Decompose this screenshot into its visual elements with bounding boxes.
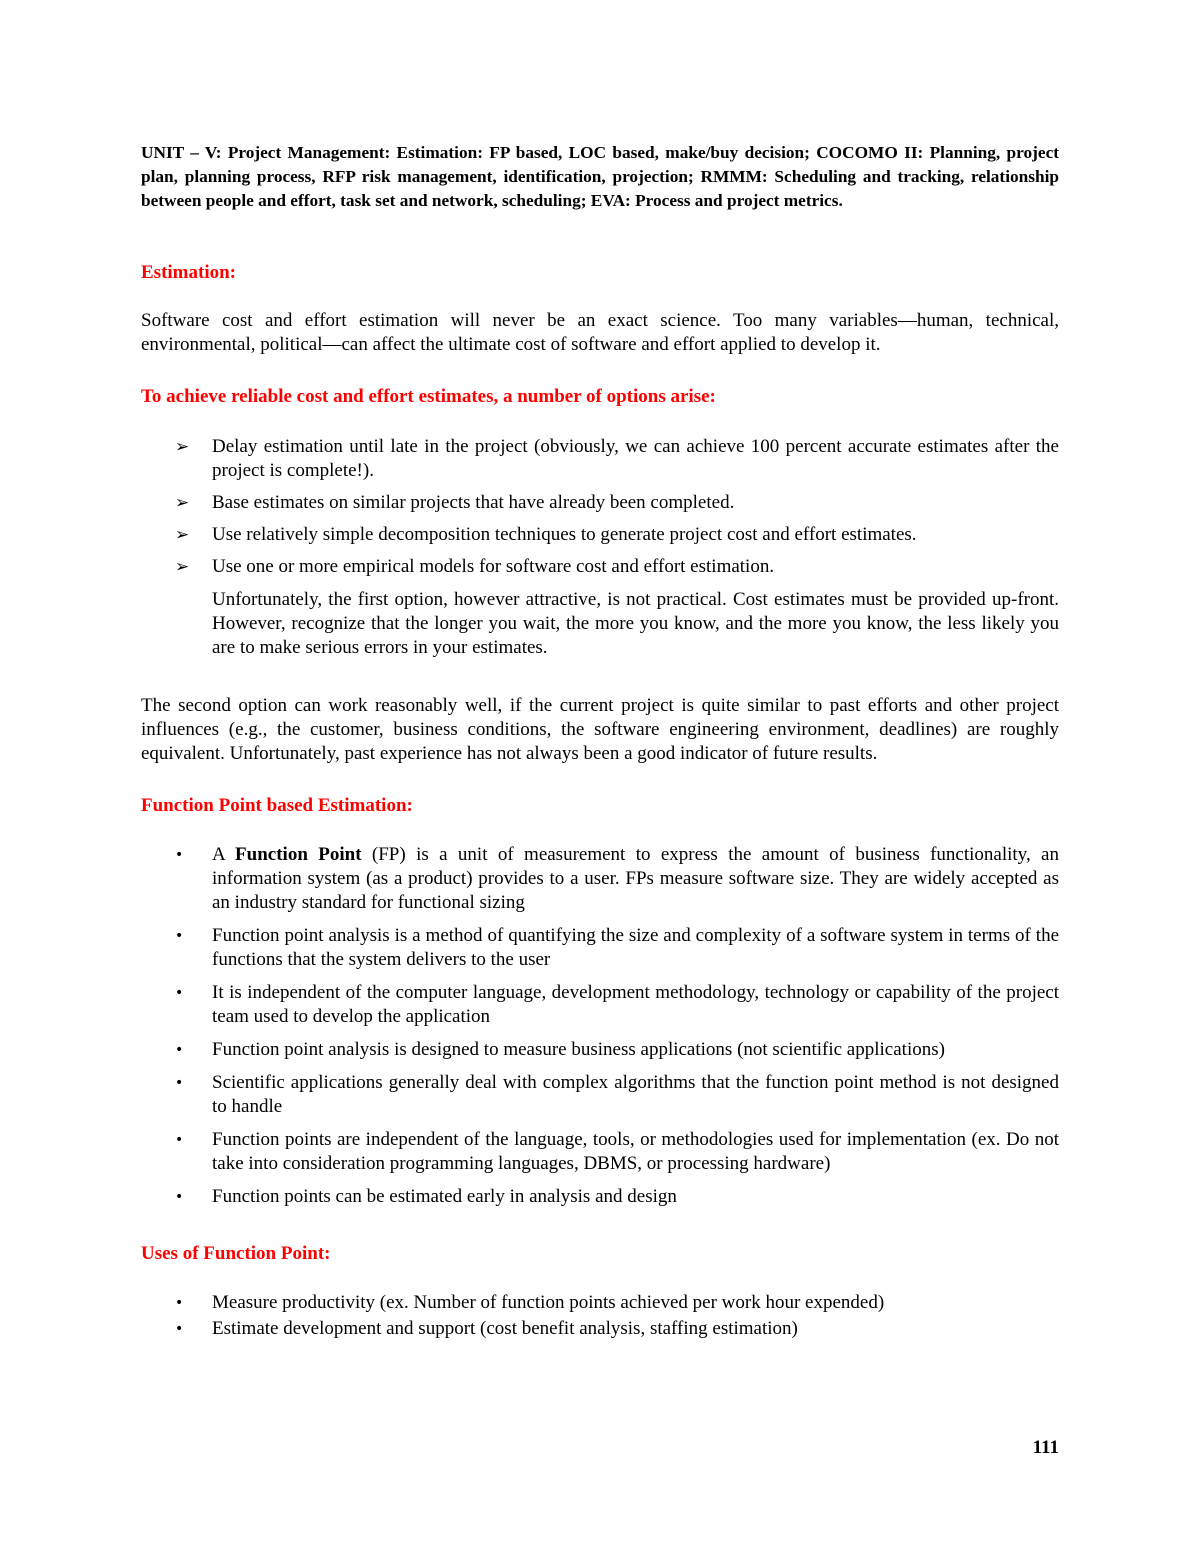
list-item <box>141 1185 1059 1209</box>
bullet-icon: • <box>175 1295 184 1311</box>
arrow-bullet-icon: ➢ <box>175 557 190 577</box>
list-item <box>141 843 1059 915</box>
list-item-text: Use one or more empirical models for software cost and effort estimation. <box>212 556 775 577</box>
arrow-bullet-icon: ➢ <box>175 493 190 513</box>
list-item-text: Use relatively simple decomposition techniques to generate project cost and effort estimates. <box>212 524 917 545</box>
list-item <box>141 1128 1059 1176</box>
function-point-term: Function Point <box>235 844 362 865</box>
arrow-bullet-icon: ➢ <box>175 525 190 545</box>
list-item <box>141 491 1059 515</box>
uses-list <box>141 1291 1059 1341</box>
bullet-icon: • <box>175 847 184 863</box>
bullet-icon: • <box>175 1132 184 1148</box>
list-item-text: Base estimates on similar projects that have already been completed. <box>212 492 735 513</box>
list-item <box>141 981 1059 1029</box>
list-item <box>141 1071 1059 1119</box>
list-item-text: Function point analysis is designed to measure business applications (not scientific applications) <box>212 1039 945 1060</box>
list-item <box>141 924 1059 972</box>
list-item <box>141 555 1059 579</box>
options-note: Unfortunately, the first option, however attractive, is not practical. Cost estimates must be provided up-front. However, recognize that the longer you wait, the more you know, and the more you know, the less likely you are to make serious errors in your estimates. <box>212 589 1059 658</box>
options-heading: To achieve reliable cost and effort estimates, a number of options arise: <box>141 386 716 407</box>
options-list <box>141 435 1059 579</box>
list-item-text: Function points are independent of the language, tools, or methodologies used for implementation (ex. Do not take into consideration programming languages, DBMS, or processing hardware) <box>212 1129 1059 1174</box>
list-item <box>141 1038 1059 1062</box>
bullet-icon: • <box>175 1075 184 1091</box>
list-item-text: Measure productivity (ex. Number of function points achieved per work hour expended) <box>212 1292 885 1313</box>
bullet-icon: • <box>175 985 184 1001</box>
list-item-text: It is independent of the computer language, development methodology, technology or capability of the project team used to develop the application <box>212 982 1059 1027</box>
list-item-text: Function point analysis is a method of quantifying the size and complexity of a software system in terms of the functions that the system delivers to the user <box>212 925 1059 970</box>
arrow-bullet-icon: ➢ <box>175 437 190 457</box>
estimation-heading: Estimation: <box>141 262 236 283</box>
list-item <box>141 523 1059 547</box>
page-content <box>141 141 1059 1341</box>
function-point-list <box>141 843 1059 1209</box>
list-item-prefix: A <box>212 844 236 865</box>
list-item-text: Delay estimation until late in the project (obviously, we can achieve 100 percent accurate estimates after the project is complete!). <box>212 436 1059 481</box>
list-item-text: (FP) is a unit of measurement to express the amount of business functionality, an information system (as a product) provides to a user. FPs measure software size. They are widely accepted as an industry standard for functional sizing <box>212 844 1059 913</box>
function-point-heading: Function Point based Estimation: <box>141 795 413 816</box>
bullet-icon: • <box>175 1321 184 1337</box>
list-item <box>141 1317 1059 1341</box>
list-item <box>141 1291 1059 1315</box>
list-item-text: Scientific applications generally deal with complex algorithms that the function point method is not designed to handle <box>212 1072 1059 1117</box>
list-item <box>141 435 1059 483</box>
second-option-paragraph: The second option can work reasonably well, if the current project is quite similar to past efforts and other project influences (e.g., the customer, business conditions, the software engineering environment, deadlines) are roughly equivalent. Unfortunately, past experience has not always been a good indicator of future results. <box>141 695 1059 764</box>
list-item-text: Function points can be estimated early in analysis and design <box>212 1186 677 1207</box>
estimation-paragraph: Software cost and effort estimation will never be an exact science. Too many variables—human, technical, environmental, political—can affect the ultimate cost of software and effort applied to develop it. <box>141 310 1059 355</box>
unit-header: UNIT – V: Project Management: Estimation: FP based, LOC based, make/buy decision; COCOMO II: Planning, project plan, planning process, RFP risk management, identification, projection; RMMM: Scheduling and tracking, relationship between people and effort, task set and network, scheduling; EVA: Process and project metrics. <box>141 143 1059 210</box>
list-item-text: Estimate development and support (cost benefit analysis, staffing estimation) <box>212 1318 798 1339</box>
page-number: 111 <box>1032 1437 1059 1458</box>
bullet-icon: • <box>175 1189 184 1205</box>
bullet-icon: • <box>175 1042 184 1058</box>
uses-heading: Uses of Function Point: <box>141 1243 331 1264</box>
bullet-icon: • <box>175 928 184 944</box>
